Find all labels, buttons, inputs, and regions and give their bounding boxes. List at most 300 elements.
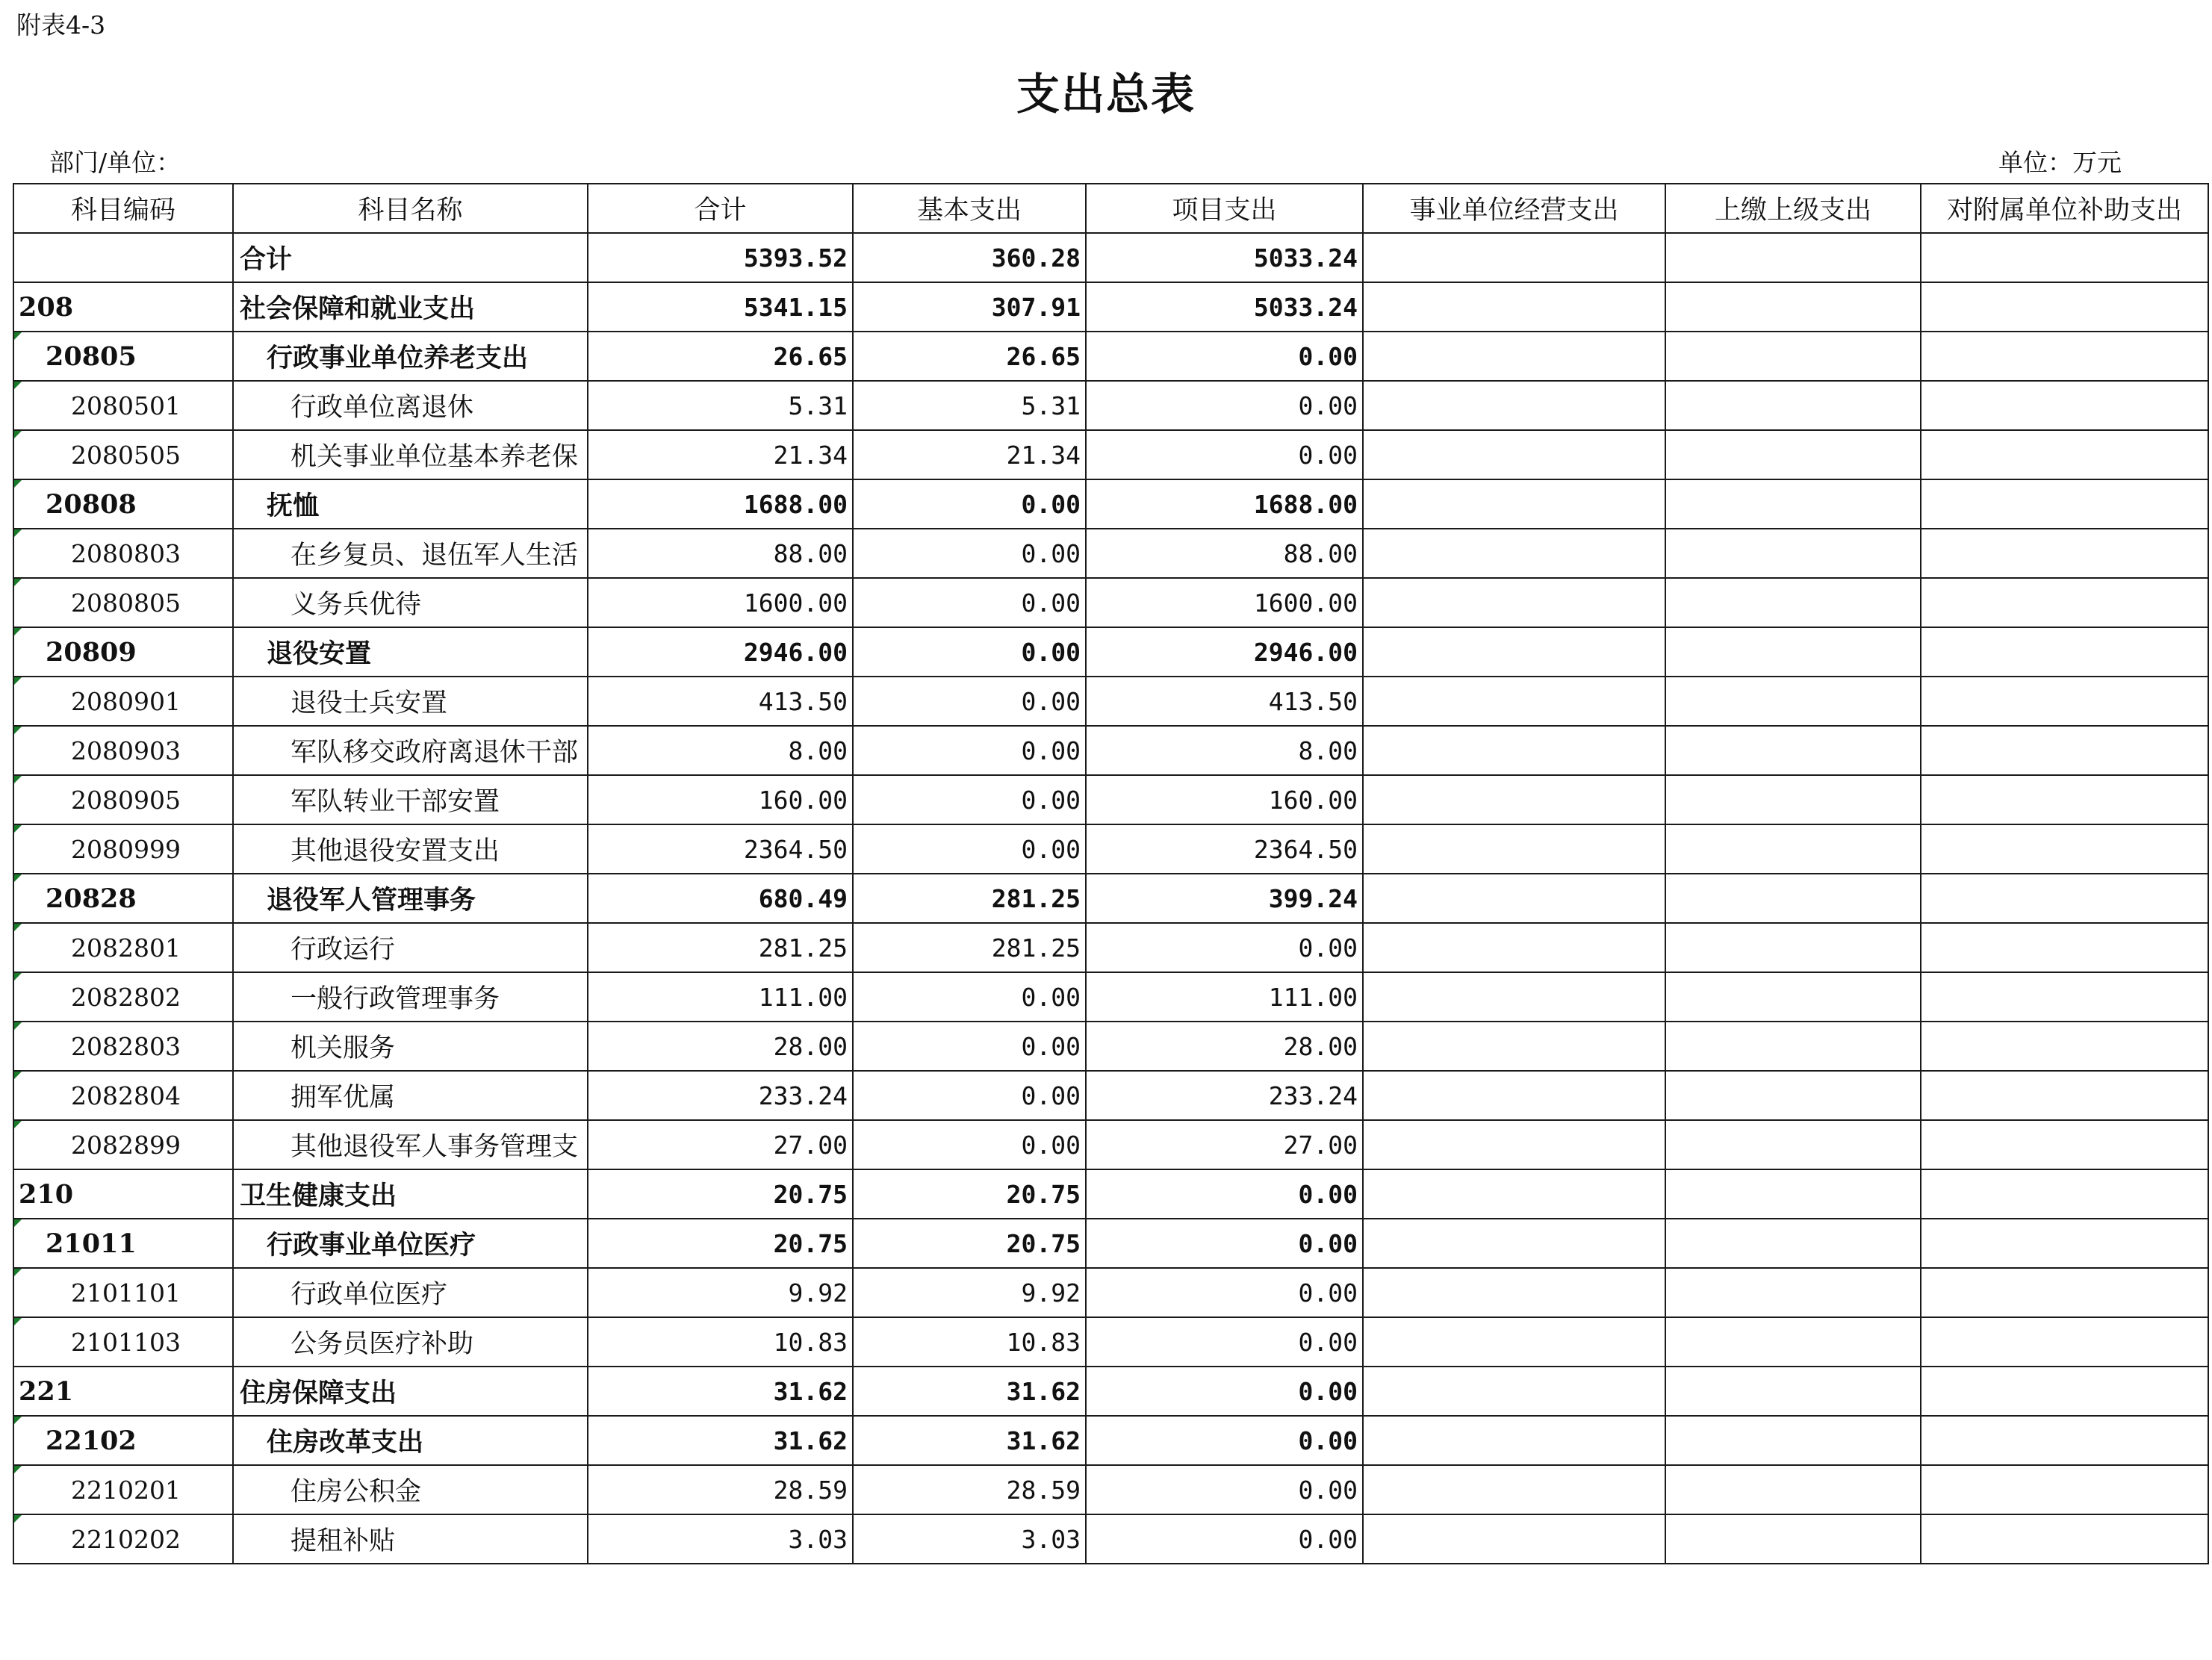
cell-business xyxy=(1363,1367,1665,1416)
cell-marker-icon xyxy=(14,1269,22,1276)
cell-code xyxy=(13,233,233,282)
table-row xyxy=(13,923,2208,972)
code-text: 2080903 xyxy=(71,736,181,765)
header-project: 项目支出 xyxy=(1086,184,1363,233)
cell-name: 行政运行 xyxy=(233,923,588,972)
cell-subsidy xyxy=(1921,1514,2208,1564)
cell-marker-icon xyxy=(14,727,22,734)
cell-code xyxy=(13,1120,233,1169)
cell-code xyxy=(13,1022,233,1071)
cell-basic: 0.00 xyxy=(853,677,1086,726)
cell-business xyxy=(1363,578,1665,627)
cell-subsidy xyxy=(1921,1120,2208,1169)
cell-remit xyxy=(1665,332,1921,381)
cell-subsidy xyxy=(1921,1317,2208,1367)
cell-basic: 0.00 xyxy=(853,479,1086,529)
code-text: 2101103 xyxy=(71,1327,181,1357)
cell-business xyxy=(1363,233,1665,282)
cell-business xyxy=(1363,677,1665,726)
cell-remit xyxy=(1665,726,1921,775)
cell-name: 退役士兵安置 xyxy=(233,677,588,726)
cell-total: 111.00 xyxy=(588,972,853,1022)
table-row xyxy=(13,479,2208,529)
table-row xyxy=(13,972,2208,1022)
table-row xyxy=(13,1219,2208,1268)
cell-total: 2946.00 xyxy=(588,627,853,677)
cell-project: 111.00 xyxy=(1086,972,1363,1022)
cell-subsidy xyxy=(1921,677,2208,726)
header-total: 合计 xyxy=(588,184,853,233)
cell-code: 221 xyxy=(13,1367,233,1416)
cell-business xyxy=(1363,1219,1665,1268)
cell-business xyxy=(1363,775,1665,824)
cell-basic: 9.92 xyxy=(853,1268,1086,1317)
cell-name: 社会保障和就业支出 xyxy=(233,282,588,332)
code-text: 2082802 xyxy=(71,982,181,1012)
cell-marker-icon xyxy=(14,924,22,931)
cell-total: 27.00 xyxy=(588,1120,853,1169)
cell-remit xyxy=(1665,775,1921,824)
cell-code xyxy=(13,1465,233,1514)
cell-business xyxy=(1363,430,1665,479)
cell-basic: 31.62 xyxy=(853,1367,1086,1416)
table-header-row xyxy=(13,184,2208,233)
cell-basic: 31.62 xyxy=(853,1416,1086,1465)
cell-name: 机关事业单位基本养老保 xyxy=(233,430,588,479)
cell-name: 卫生健康支出 xyxy=(233,1169,588,1219)
cell-code xyxy=(13,381,233,430)
cell-basic: 5.31 xyxy=(853,381,1086,430)
cell-name: 拥军优属 xyxy=(233,1071,588,1120)
cell-project: 0.00 xyxy=(1086,332,1363,381)
cell-business xyxy=(1363,1268,1665,1317)
cell-total: 20.75 xyxy=(588,1169,853,1219)
code-text: 2080999 xyxy=(71,834,181,864)
table-row xyxy=(13,824,2208,874)
cell-total: 160.00 xyxy=(588,775,853,824)
table-row xyxy=(13,1367,2208,1416)
cell-business xyxy=(1363,381,1665,430)
cell-total: 5393.52 xyxy=(588,233,853,282)
cell-marker-icon xyxy=(14,874,22,882)
cell-project: 160.00 xyxy=(1086,775,1363,824)
cell-code xyxy=(13,775,233,824)
cell-basic: 0.00 xyxy=(853,726,1086,775)
cell-total: 28.59 xyxy=(588,1465,853,1514)
cell-business xyxy=(1363,874,1665,923)
cell-code xyxy=(13,1317,233,1367)
cell-subsidy xyxy=(1921,1268,2208,1317)
cell-business xyxy=(1363,1120,1665,1169)
cell-name: 退役安置 xyxy=(233,627,588,677)
cell-remit xyxy=(1665,1317,1921,1367)
cell-basic: 20.75 xyxy=(853,1219,1086,1268)
cell-subsidy xyxy=(1921,824,2208,874)
cell-project: 1688.00 xyxy=(1086,479,1363,529)
cell-marker-icon xyxy=(14,1121,22,1128)
cell-name: 一般行政管理事务 xyxy=(233,972,588,1022)
cell-basic: 0.00 xyxy=(853,529,1086,578)
cell-basic: 281.25 xyxy=(853,923,1086,972)
header-business: 事业单位经营支出 xyxy=(1363,184,1665,233)
cell-remit xyxy=(1665,1022,1921,1071)
table-row xyxy=(13,430,2208,479)
code-text: 2082803 xyxy=(71,1031,181,1061)
cell-basic: 26.65 xyxy=(853,332,1086,381)
cell-project: 233.24 xyxy=(1086,1071,1363,1120)
cell-subsidy xyxy=(1921,874,2208,923)
cell-subsidy xyxy=(1921,726,2208,775)
cell-project: 5033.24 xyxy=(1086,233,1363,282)
cell-basic: 0.00 xyxy=(853,972,1086,1022)
header-subsidy: 对附属单位补助支出 xyxy=(1921,184,2208,233)
cell-remit xyxy=(1665,1219,1921,1268)
cell-marker-icon xyxy=(14,1515,22,1523)
cell-marker-icon xyxy=(14,1022,22,1030)
header-name: 科目名称 xyxy=(233,184,588,233)
cell-remit xyxy=(1665,529,1921,578)
cell-project: 8.00 xyxy=(1086,726,1363,775)
cell-total: 5.31 xyxy=(588,381,853,430)
cell-project: 0.00 xyxy=(1086,1169,1363,1219)
cell-name: 合计 xyxy=(233,233,588,282)
cell-remit xyxy=(1665,233,1921,282)
table-row xyxy=(13,677,2208,726)
cell-subsidy xyxy=(1921,233,2208,282)
unit-label: 单位：万元 xyxy=(1998,148,2122,177)
cell-basic: 281.25 xyxy=(853,874,1086,923)
appendix-label: 附表4-3 xyxy=(16,10,106,40)
table-row xyxy=(13,1514,2208,1564)
cell-total: 10.83 xyxy=(588,1317,853,1367)
code-text: 2082804 xyxy=(71,1081,181,1110)
code-text: 2210202 xyxy=(71,1524,181,1554)
cell-project: 2364.50 xyxy=(1086,824,1363,874)
cell-remit xyxy=(1665,578,1921,627)
code-text: 20805 xyxy=(46,341,137,372)
cell-total: 20.75 xyxy=(588,1219,853,1268)
cell-marker-icon xyxy=(14,1417,22,1424)
cell-project: 28.00 xyxy=(1086,1022,1363,1071)
cell-name: 公务员医疗补助 xyxy=(233,1317,588,1367)
cell-project: 0.00 xyxy=(1086,430,1363,479)
code-text: 2080805 xyxy=(71,588,181,618)
cell-name: 提租补贴 xyxy=(233,1514,588,1564)
cell-project: 399.24 xyxy=(1086,874,1363,923)
cell-name: 军队移交政府离退休干部 xyxy=(233,726,588,775)
cell-remit xyxy=(1665,381,1921,430)
cell-subsidy xyxy=(1921,1169,2208,1219)
cell-total: 413.50 xyxy=(588,677,853,726)
cell-business xyxy=(1363,1169,1665,1219)
cell-business xyxy=(1363,1317,1665,1367)
code-text: 20828 xyxy=(46,883,137,914)
table-row xyxy=(13,1416,2208,1465)
cell-subsidy xyxy=(1921,1367,2208,1416)
code-text: 2080501 xyxy=(71,391,181,420)
cell-remit xyxy=(1665,627,1921,677)
table-row xyxy=(13,282,2208,332)
department-label: 部门/单位： xyxy=(49,148,181,177)
page-title: 支出总表 xyxy=(1016,69,1196,119)
cell-subsidy xyxy=(1921,430,2208,479)
cell-remit xyxy=(1665,430,1921,479)
table-row xyxy=(13,381,2208,430)
cell-subsidy xyxy=(1921,578,2208,627)
cell-business xyxy=(1363,923,1665,972)
cell-remit xyxy=(1665,1367,1921,1416)
cell-name: 义务兵优待 xyxy=(233,578,588,627)
cell-total: 88.00 xyxy=(588,529,853,578)
cell-marker-icon xyxy=(14,579,22,586)
cell-name: 行政单位医疗 xyxy=(233,1268,588,1317)
table-row xyxy=(13,1465,2208,1514)
cell-business xyxy=(1363,332,1665,381)
cell-code xyxy=(13,824,233,874)
cell-code xyxy=(13,479,233,529)
cell-subsidy xyxy=(1921,1022,2208,1071)
cell-name: 军队转业干部安置 xyxy=(233,775,588,824)
cell-marker-icon xyxy=(14,382,22,389)
cell-project: 0.00 xyxy=(1086,1317,1363,1367)
cell-remit xyxy=(1665,874,1921,923)
cell-project: 5033.24 xyxy=(1086,282,1363,332)
cell-code xyxy=(13,627,233,677)
cell-project: 0.00 xyxy=(1086,923,1363,972)
cell-marker-icon xyxy=(14,480,22,488)
table-row xyxy=(13,1071,2208,1120)
cell-subsidy xyxy=(1921,1071,2208,1120)
code-text: 2101101 xyxy=(71,1278,181,1308)
cell-basic: 10.83 xyxy=(853,1317,1086,1367)
cell-total: 2364.50 xyxy=(588,824,853,874)
cell-basic: 21.34 xyxy=(853,430,1086,479)
cell-subsidy xyxy=(1921,282,2208,332)
table-row xyxy=(13,1169,2208,1219)
cell-remit xyxy=(1665,1120,1921,1169)
cell-basic: 0.00 xyxy=(853,1022,1086,1071)
cell-code xyxy=(13,726,233,775)
cell-marker-icon xyxy=(14,1072,22,1079)
cell-basic: 0.00 xyxy=(853,1120,1086,1169)
cell-business xyxy=(1363,972,1665,1022)
code-text: 2080905 xyxy=(71,785,181,815)
cell-code: 208 xyxy=(13,282,233,332)
code-text: 2082801 xyxy=(71,933,181,963)
cell-remit xyxy=(1665,972,1921,1022)
cell-marker-icon xyxy=(14,529,22,537)
cell-total: 5341.15 xyxy=(588,282,853,332)
cell-name: 行政单位离退休 xyxy=(233,381,588,430)
cell-remit xyxy=(1665,1169,1921,1219)
cell-name: 退役军人管理事务 xyxy=(233,874,588,923)
cell-project: 0.00 xyxy=(1086,381,1363,430)
cell-basic: 0.00 xyxy=(853,1071,1086,1120)
cell-project: 0.00 xyxy=(1086,1465,1363,1514)
cell-code xyxy=(13,578,233,627)
cell-project: 0.00 xyxy=(1086,1367,1363,1416)
cell-basic: 28.59 xyxy=(853,1465,1086,1514)
cell-marker-icon xyxy=(14,431,22,438)
cell-code xyxy=(13,529,233,578)
cell-marker-icon xyxy=(14,776,22,783)
cell-subsidy xyxy=(1921,332,2208,381)
cell-name: 住房公积金 xyxy=(233,1465,588,1514)
cell-marker-icon xyxy=(14,973,22,980)
cell-name: 住房保障支出 xyxy=(233,1367,588,1416)
cell-total: 8.00 xyxy=(588,726,853,775)
header-remit: 上缴上级支出 xyxy=(1665,184,1921,233)
table-row xyxy=(13,1268,2208,1317)
cell-basic: 3.03 xyxy=(853,1514,1086,1564)
cell-name: 其他退役军人事务管理支 xyxy=(233,1120,588,1169)
cell-project: 0.00 xyxy=(1086,1219,1363,1268)
table-row xyxy=(13,726,2208,775)
cell-total: 28.00 xyxy=(588,1022,853,1071)
cell-name: 机关服务 xyxy=(233,1022,588,1071)
cell-business xyxy=(1363,1416,1665,1465)
cell-project: 0.00 xyxy=(1086,1268,1363,1317)
table-row xyxy=(13,578,2208,627)
code-text: 2082899 xyxy=(71,1130,181,1160)
cell-code xyxy=(13,430,233,479)
cell-remit xyxy=(1665,677,1921,726)
cell-code xyxy=(13,972,233,1022)
cell-subsidy xyxy=(1921,1465,2208,1514)
cell-project: 0.00 xyxy=(1086,1416,1363,1465)
cell-total: 1688.00 xyxy=(588,479,853,529)
cell-name: 行政事业单位医疗 xyxy=(233,1219,588,1268)
cell-remit xyxy=(1665,1268,1921,1317)
cell-subsidy xyxy=(1921,381,2208,430)
cell-remit xyxy=(1665,824,1921,874)
cell-subsidy xyxy=(1921,1416,2208,1465)
cell-project: 0.00 xyxy=(1086,1514,1363,1564)
cell-remit xyxy=(1665,923,1921,972)
cell-total: 680.49 xyxy=(588,874,853,923)
cell-marker-icon xyxy=(14,1219,22,1227)
cell-code xyxy=(13,332,233,381)
cell-total: 281.25 xyxy=(588,923,853,972)
table-row xyxy=(13,529,2208,578)
cell-name: 其他退役安置支出 xyxy=(233,824,588,874)
cell-basic: 0.00 xyxy=(853,627,1086,677)
cell-basic: 0.00 xyxy=(853,824,1086,874)
table-row xyxy=(13,332,2208,381)
code-text: 2080803 xyxy=(71,538,181,568)
cell-subsidy xyxy=(1921,627,2208,677)
cell-basic: 0.00 xyxy=(853,578,1086,627)
table-row xyxy=(13,627,2208,677)
code-text: 22102 xyxy=(46,1425,137,1456)
cell-business xyxy=(1363,824,1665,874)
cell-subsidy xyxy=(1921,529,2208,578)
cell-total: 31.62 xyxy=(588,1416,853,1465)
code-text: 21011 xyxy=(46,1228,137,1259)
cell-marker-icon xyxy=(14,1318,22,1325)
cell-subsidy xyxy=(1921,775,2208,824)
table-row xyxy=(13,233,2208,282)
cell-total: 233.24 xyxy=(588,1071,853,1120)
cell-code: 210 xyxy=(13,1169,233,1219)
code-text: 2080505 xyxy=(71,440,181,470)
table-row xyxy=(13,874,2208,923)
cell-remit xyxy=(1665,1071,1921,1120)
table-row xyxy=(13,1120,2208,1169)
cell-marker-icon xyxy=(14,677,22,685)
cell-project: 88.00 xyxy=(1086,529,1363,578)
cell-basic: 0.00 xyxy=(853,775,1086,824)
cell-code xyxy=(13,1071,233,1120)
cell-code xyxy=(13,1219,233,1268)
cell-basic: 360.28 xyxy=(853,233,1086,282)
cell-business xyxy=(1363,627,1665,677)
cell-total: 26.65 xyxy=(588,332,853,381)
expenditure-table xyxy=(13,183,2209,1564)
cell-marker-icon xyxy=(14,332,22,340)
code-text: 20809 xyxy=(46,636,137,668)
code-text: 20808 xyxy=(46,488,137,520)
cell-business xyxy=(1363,726,1665,775)
cell-remit xyxy=(1665,282,1921,332)
cell-remit xyxy=(1665,1416,1921,1465)
cell-basic: 307.91 xyxy=(853,282,1086,332)
cell-business xyxy=(1363,1465,1665,1514)
cell-business xyxy=(1363,1022,1665,1071)
table-body xyxy=(13,233,2208,1564)
cell-business xyxy=(1363,1514,1665,1564)
cell-subsidy xyxy=(1921,923,2208,972)
cell-code xyxy=(13,923,233,972)
table-row xyxy=(13,1317,2208,1367)
cell-total: 3.03 xyxy=(588,1514,853,1564)
code-text: 2080901 xyxy=(71,686,181,716)
cell-marker-icon xyxy=(14,825,22,833)
cell-business xyxy=(1363,1071,1665,1120)
cell-code xyxy=(13,677,233,726)
header-basic: 基本支出 xyxy=(853,184,1086,233)
cell-name: 行政事业单位养老支出 xyxy=(233,332,588,381)
cell-total: 9.92 xyxy=(588,1268,853,1317)
code-text: 2210201 xyxy=(71,1475,181,1505)
cell-code xyxy=(13,1268,233,1317)
cell-total: 1600.00 xyxy=(588,578,853,627)
cell-code xyxy=(13,1416,233,1465)
cell-project: 2946.00 xyxy=(1086,627,1363,677)
cell-marker-icon xyxy=(14,628,22,635)
cell-code xyxy=(13,1514,233,1564)
table-row xyxy=(13,1022,2208,1071)
cell-subsidy xyxy=(1921,972,2208,1022)
cell-total: 31.62 xyxy=(588,1367,853,1416)
cell-basic: 20.75 xyxy=(853,1169,1086,1219)
cell-name: 抚恤 xyxy=(233,479,588,529)
cell-subsidy xyxy=(1921,1219,2208,1268)
cell-name: 住房改革支出 xyxy=(233,1416,588,1465)
cell-remit xyxy=(1665,1514,1921,1564)
cell-name: 在乡复员、退伍军人生活 xyxy=(233,529,588,578)
cell-business xyxy=(1363,479,1665,529)
cell-marker-icon xyxy=(14,1466,22,1473)
cell-code xyxy=(13,874,233,923)
cell-total: 21.34 xyxy=(588,430,853,479)
cell-project: 413.50 xyxy=(1086,677,1363,726)
table-row xyxy=(13,775,2208,824)
cell-project: 1600.00 xyxy=(1086,578,1363,627)
cell-remit xyxy=(1665,479,1921,529)
cell-business xyxy=(1363,529,1665,578)
cell-remit xyxy=(1665,1465,1921,1514)
